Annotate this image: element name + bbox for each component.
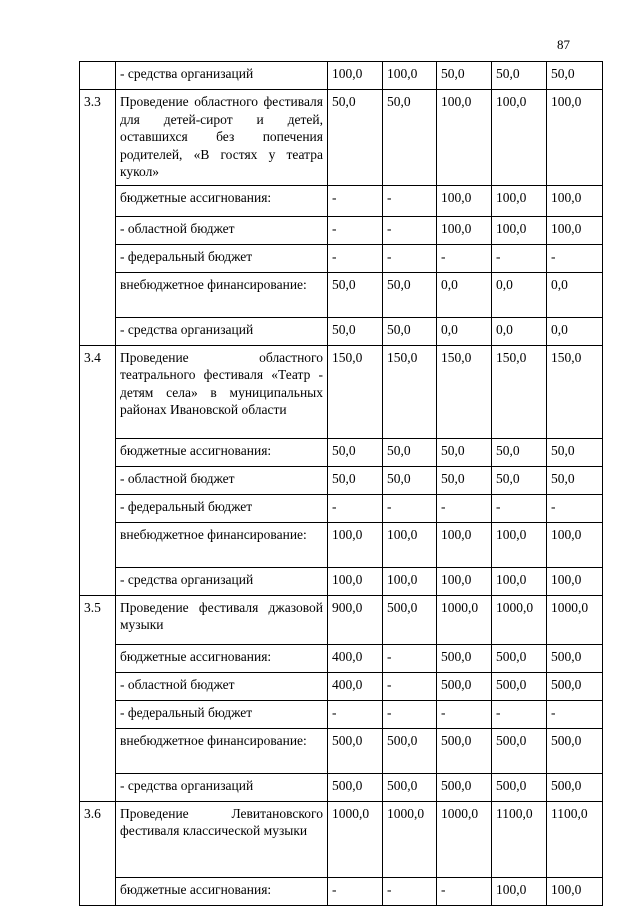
index-cell: 3.3 — [80, 90, 116, 346]
value-cell: 100,0 — [492, 522, 547, 567]
table-row — [80, 728, 603, 773]
value-cell: - — [492, 700, 547, 728]
value-cell: 1100,0 — [547, 801, 603, 877]
label-cell: - областной бюджет — [116, 466, 328, 494]
table-row — [80, 567, 603, 595]
table-row — [80, 801, 603, 877]
value-cell: 50,0 — [328, 272, 383, 317]
value-cell: 50,0 — [547, 438, 603, 466]
value-cell: 100,0 — [328, 567, 383, 595]
table-row — [80, 244, 603, 272]
value-cell: 150,0 — [383, 345, 437, 438]
label-cell: Проведение фестиваля джазовой музыки — [116, 595, 328, 644]
value-cell: 900,0 — [328, 595, 383, 644]
value-cell: - — [383, 877, 437, 905]
value-cell: 50,0 — [437, 466, 492, 494]
value-cell: 100,0 — [547, 185, 603, 216]
value-cell: 1000,0 — [383, 801, 437, 877]
value-cell: - — [383, 700, 437, 728]
value-cell: 500,0 — [328, 773, 383, 801]
value-cell: - — [383, 216, 437, 244]
value-cell: 150,0 — [492, 345, 547, 438]
value-cell: 50,0 — [492, 62, 547, 90]
value-cell: 500,0 — [437, 728, 492, 773]
value-cell: - — [328, 494, 383, 522]
value-cell: 500,0 — [492, 773, 547, 801]
value-cell: 1000,0 — [547, 595, 603, 644]
value-cell: 500,0 — [492, 728, 547, 773]
value-cell: 50,0 — [437, 438, 492, 466]
value-cell: 100,0 — [492, 567, 547, 595]
value-cell: 0,0 — [492, 272, 547, 317]
value-cell: - — [437, 494, 492, 522]
value-cell: - — [328, 244, 383, 272]
value-cell: 50,0 — [328, 466, 383, 494]
value-cell: 1000,0 — [437, 801, 492, 877]
value-cell: 100,0 — [547, 522, 603, 567]
label-cell: - федеральный бюджет — [116, 494, 328, 522]
value-cell: 50,0 — [328, 317, 383, 345]
label-cell: - средства организаций — [116, 773, 328, 801]
label-cell: Проведение областного театрального фестиваля «Театр - детям села» в муниципальных районах Ивановской области — [116, 345, 328, 438]
value-cell: 500,0 — [547, 672, 603, 700]
value-cell: 500,0 — [437, 644, 492, 672]
value-cell: 100,0 — [383, 62, 437, 90]
table-row — [80, 773, 603, 801]
value-cell: 50,0 — [547, 466, 603, 494]
label-cell: - областной бюджет — [116, 672, 328, 700]
value-cell: 50,0 — [437, 62, 492, 90]
value-cell: 500,0 — [328, 728, 383, 773]
index-cell — [80, 62, 116, 90]
value-cell: 100,0 — [492, 877, 547, 905]
value-cell: 500,0 — [492, 672, 547, 700]
value-cell: - — [328, 185, 383, 216]
value-cell: 0,0 — [547, 317, 603, 345]
value-cell: 400,0 — [328, 644, 383, 672]
value-cell: 50,0 — [383, 317, 437, 345]
table-row — [80, 494, 603, 522]
value-cell: 0,0 — [547, 272, 603, 317]
label-cell: - областной бюджет — [116, 216, 328, 244]
value-cell: 50,0 — [492, 438, 547, 466]
label-cell: Проведение областного фестиваля для детей-сирот и детей, оставшихся без попечения родителей, «В гостях у театра кукол» — [116, 90, 328, 186]
label-cell: - федеральный бюджет — [116, 700, 328, 728]
value-cell: 50,0 — [383, 90, 437, 186]
value-cell: 50,0 — [328, 90, 383, 186]
value-cell: 100,0 — [437, 567, 492, 595]
value-cell: - — [492, 244, 547, 272]
index-cell: 3.5 — [80, 595, 116, 801]
value-cell: 500,0 — [383, 595, 437, 644]
value-cell: 0,0 — [492, 317, 547, 345]
value-cell: - — [437, 877, 492, 905]
value-cell: - — [328, 216, 383, 244]
label-cell: - средства организаций — [116, 317, 328, 345]
value-cell: 50,0 — [383, 438, 437, 466]
value-cell: 100,0 — [492, 216, 547, 244]
value-cell: 50,0 — [383, 466, 437, 494]
value-cell: 100,0 — [547, 90, 603, 186]
table-row — [80, 672, 603, 700]
index-cell: 3.6 — [80, 801, 116, 905]
value-cell: 100,0 — [547, 567, 603, 595]
table-row — [80, 272, 603, 317]
value-cell: - — [383, 185, 437, 216]
label-cell: внебюджетное финансирование: — [116, 728, 328, 773]
value-cell: 100,0 — [383, 567, 437, 595]
value-cell: - — [328, 700, 383, 728]
table-row — [80, 466, 603, 494]
index-cell: 3.4 — [80, 345, 116, 595]
value-cell: 500,0 — [547, 773, 603, 801]
table-row — [80, 62, 603, 90]
value-cell: 0,0 — [437, 317, 492, 345]
value-cell: 500,0 — [437, 773, 492, 801]
label-cell: - средства организаций — [116, 62, 328, 90]
value-cell: - — [437, 700, 492, 728]
page-number: 87 — [557, 37, 570, 52]
value-cell: - — [437, 244, 492, 272]
label-cell: бюджетные ассигнования: — [116, 877, 328, 905]
value-cell: 100,0 — [328, 62, 383, 90]
value-cell: 100,0 — [492, 90, 547, 186]
table-row — [80, 185, 603, 216]
table-row — [80, 644, 603, 672]
value-cell: - — [547, 244, 603, 272]
label-cell: бюджетные ассигнования: — [116, 644, 328, 672]
value-cell: - — [492, 494, 547, 522]
label-cell: - федеральный бюджет — [116, 244, 328, 272]
value-cell: - — [383, 644, 437, 672]
table-row — [80, 877, 603, 905]
table-row — [80, 438, 603, 466]
value-cell: 100,0 — [437, 522, 492, 567]
value-cell: 100,0 — [328, 522, 383, 567]
label-cell: внебюджетное финансирование: — [116, 272, 328, 317]
value-cell: - — [328, 877, 383, 905]
value-cell: 100,0 — [492, 185, 547, 216]
value-cell: 1100,0 — [492, 801, 547, 877]
value-cell: 150,0 — [437, 345, 492, 438]
table-row — [80, 522, 603, 567]
label-cell: бюджетные ассигнования: — [116, 185, 328, 216]
label-cell: - средства организаций — [116, 567, 328, 595]
value-cell: 50,0 — [328, 438, 383, 466]
value-cell: 100,0 — [437, 90, 492, 186]
value-cell: - — [383, 672, 437, 700]
value-cell: - — [383, 244, 437, 272]
value-cell: - — [547, 494, 603, 522]
value-cell: 50,0 — [492, 466, 547, 494]
table-row — [80, 90, 603, 186]
table-row — [80, 317, 603, 345]
value-cell: 500,0 — [492, 644, 547, 672]
value-cell: 100,0 — [547, 216, 603, 244]
value-cell: 500,0 — [383, 728, 437, 773]
value-cell: 100,0 — [437, 216, 492, 244]
value-cell: 150,0 — [328, 345, 383, 438]
table-row — [80, 595, 603, 644]
value-cell: - — [547, 700, 603, 728]
value-cell: 50,0 — [547, 62, 603, 90]
value-cell: 500,0 — [437, 672, 492, 700]
value-cell: 500,0 — [547, 728, 603, 773]
table-row — [80, 345, 603, 438]
value-cell: 100,0 — [383, 522, 437, 567]
value-cell: 50,0 — [383, 272, 437, 317]
value-cell: 100,0 — [547, 877, 603, 905]
table-row — [80, 700, 603, 728]
value-cell: 100,0 — [437, 185, 492, 216]
budget-table — [79, 61, 603, 906]
label-cell: бюджетные ассигнования: — [116, 438, 328, 466]
value-cell: - — [383, 494, 437, 522]
value-cell: 1000,0 — [492, 595, 547, 644]
value-cell: 0,0 — [437, 272, 492, 317]
value-cell: 1000,0 — [328, 801, 383, 877]
value-cell: 500,0 — [383, 773, 437, 801]
label-cell: Проведение Левитановского фестиваля классической музыки — [116, 801, 328, 877]
label-cell: внебюджетное финансирование: — [116, 522, 328, 567]
value-cell: 500,0 — [547, 644, 603, 672]
table-row — [80, 216, 603, 244]
value-cell: 150,0 — [547, 345, 603, 438]
value-cell: 1000,0 — [437, 595, 492, 644]
value-cell: 400,0 — [328, 672, 383, 700]
